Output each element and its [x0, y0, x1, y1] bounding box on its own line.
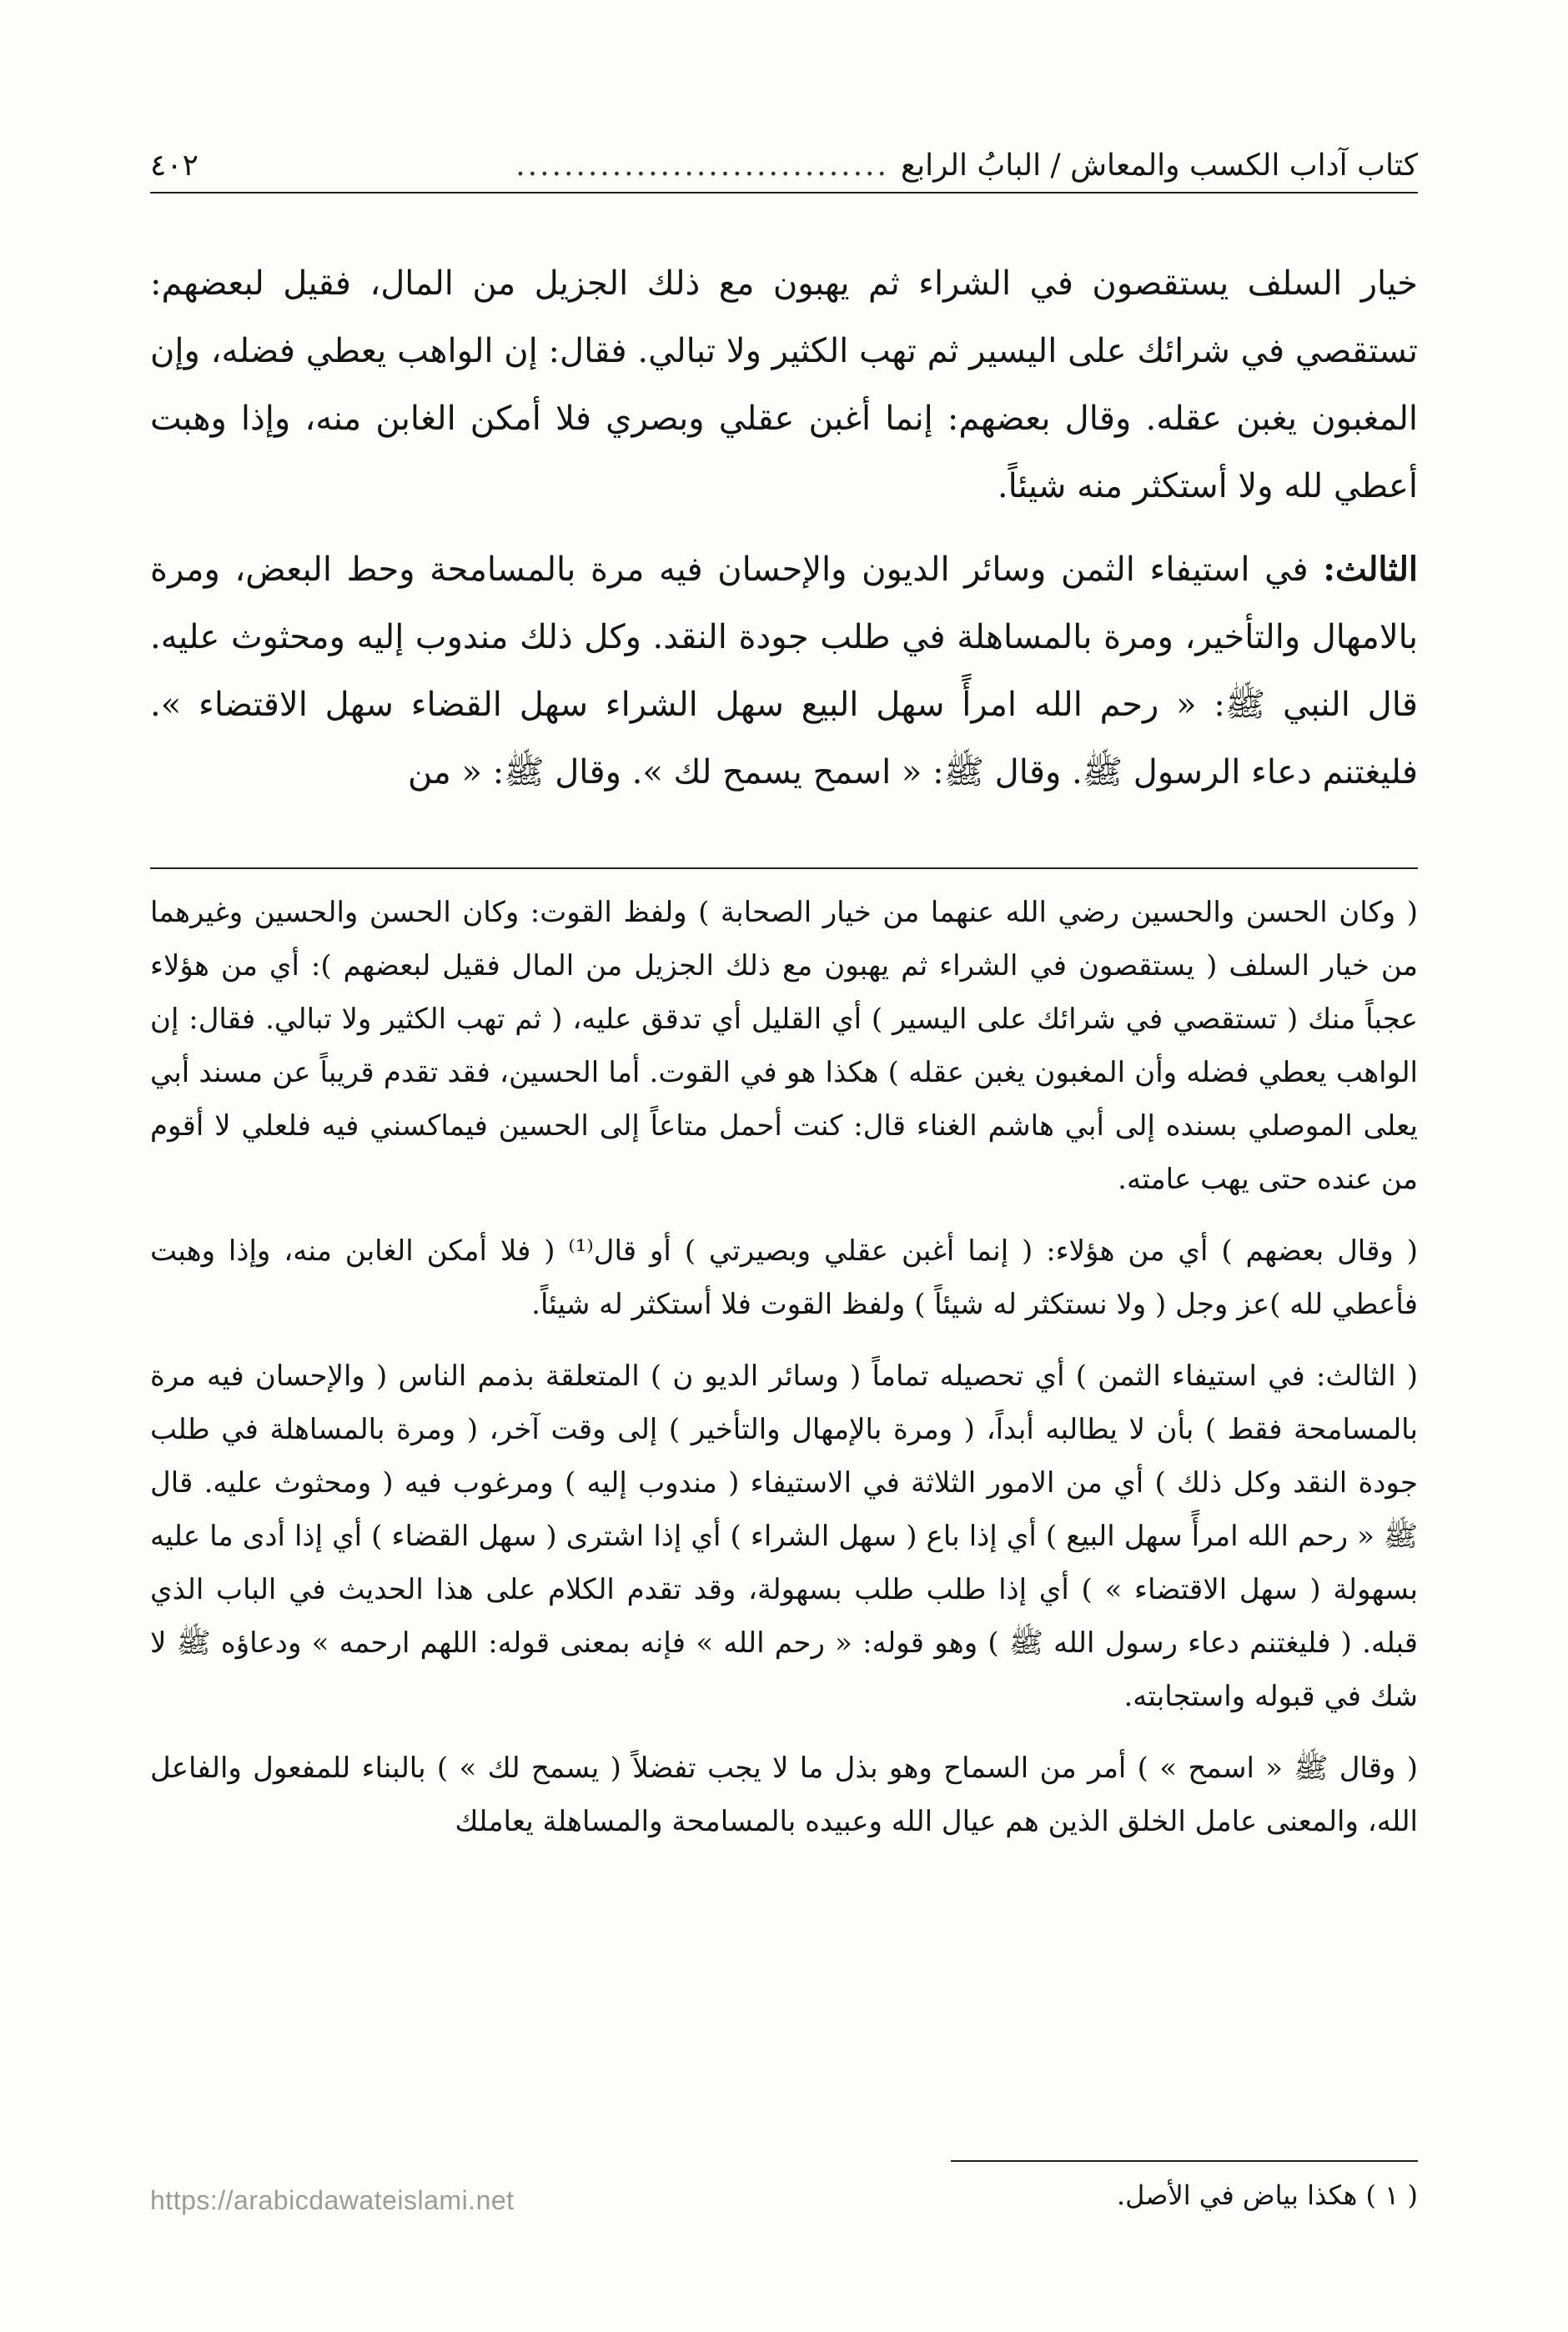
footnote: ( ١ ) هكذا بياض في الأصل.	[1116, 2179, 1418, 2211]
commentary-paragraph-4: ( وقال ﷺ « اسمح » ) أمر من السماح وهو بذل ما لا يجب تفضلاً ( يسمح لك » ) بالبناء للمفعول والفاعل الله، والمعنى عامل الخلق الذين هم عيال الله وعبيده بالمسامحة والمساهلة يعاملك	[150, 1752, 1419, 1838]
running-title: كتاب آداب الكسب والمعاش / البابُ الرابع	[900, 148, 1418, 183]
commentary-separator	[150, 867, 1418, 869]
commentary	[150, 886, 1418, 1867]
watermark-url: https://arabicdawateislami.net	[150, 2185, 515, 2215]
commentary-paragraph-3: ( الثالث: في استيفاء الثمن ) أي تحصيله تماماً ( وسائر الديو ن ) المتعلقة بذمم الناس ( والإحسان فيه مرة بالمسامحة فقط ) بأن لا يطالبه أبداً، ( ومرة بالإمهال والتأخير ) إلى وقت آخر، ( ومرة بالمساهلة في طلب جودة النقد وكل ذلك ) أي من الامور الثلاثة في الاستيفاء ( مندوب إليه ) ومرغوب فيه ( ومحثوث عليه. قال ﷺ « رحم الله امرأً سهل البيع ) أي إذا باع ( سهل الشراء ) أي إذا اشترى ( سهل القضاء ) أي إذا أدى ما عليه بسهولة ( سهل الاقتضاء » ) أي إذا طلب طلب بسهولة، وقد تقدم الكلام على هذا الحديث في الباب الذي قبله. ( فليغتنم دعاء رسول الله ﷺ ) وهو قوله: « رحم الله » فإنه بمعنى قوله: اللهم ارحمه » ودعاؤه ﷺ لا شك في قبوله واستجابته.	[150, 1359, 1418, 1713]
book-page	[150, 0, 1418, 2332]
main-text	[150, 250, 1418, 822]
main-paragraph-1: خيار السلف يستقصون في الشراء ثم يهبون مع ذلك الجزيل من المال، فقيل لبعضهم: تستقصي في شرائك على اليسير ثم تهب الكثير ولا تبالي. فقال: إن الواهب يعطي فضله، وإن المغبون يغبن عقله. وقال بعضهم: إنما أغبن عقلي وبصري فلا أمكن الغابن منه، وإذا وهبت أعطي لله ولا أستكثر منه شيئاً.	[150, 264, 1418, 505]
section-lead: الثالث:	[1323, 550, 1418, 589]
running-header	[150, 140, 1418, 193]
main-paragraph-2	[150, 535, 1418, 807]
running-title-group	[515, 140, 1418, 192]
leader-dots: ...............................	[515, 148, 889, 183]
main-paragraph-2-body: في استيفاء الثمن وسائر الديون والإحسان فيه مرة بالمسامحة وحط البعض، ومرة بالامهال والتأخير، ومرة بالمساهلة في طلب جودة النقد. وكل ذلك مندوب إليه ومحثوث عليه. قال النبي ﷺ: « رحم الله امرأً سهل البيع سهل الشراء سهل القضاء سهل الاقتضاء ». فليغتنم دعاء الرسول ﷺ. وقال ﷺ: « اسمح يسمح لك ». وقال ﷺ: « من	[150, 550, 1418, 792]
page-number: ٤٠٢	[150, 148, 199, 183]
commentary-paragraph-2: ( وقال بعضهم ) أي من هؤلاء: ( إنما أغبن عقلي وبصيرتي ) أو قال⁽¹⁾ ( فلا أمكن الغابن منه، وإذا وهبت فأعطي لله )عز وجل ( ولا نستكثر له شيئاً ) ولفظ القوت فلا أستكثر له شيئاً.	[150, 1234, 1418, 1321]
commentary-paragraph-1: ( وكان الحسن والحسين رضي الله عنهما من خيار الصحابة ) ولفظ القوت: وكان الحسن والحسين وغيرهما من خيار السلف ( يستقصون في الشراء ثم يهبون مع ذلك الجزيل من المال فقيل لبعضهم ): أي من هؤلاء عجباً منك ( تستقصي في شرائك على اليسير ) أي القليل أي تدقق عليه، ( ثم تهب الكثير ولا تبالي. فقال: إن الواهب يعطي فضله وأن المغبون يغبن عقله ) هكذا هو في القوت. أما الحسين، فقد تقدم قريباً عن مسند أبي يعلى الموصلي بسنده إلى أبي هاشم الغناء قال: كنت أحمل متاعاً إلى الحسين فيماكسني فيه فلعلي لا أقوم من عنده حتى يهب عامته.	[150, 896, 1418, 1196]
footnote-rule	[951, 2160, 1418, 2162]
